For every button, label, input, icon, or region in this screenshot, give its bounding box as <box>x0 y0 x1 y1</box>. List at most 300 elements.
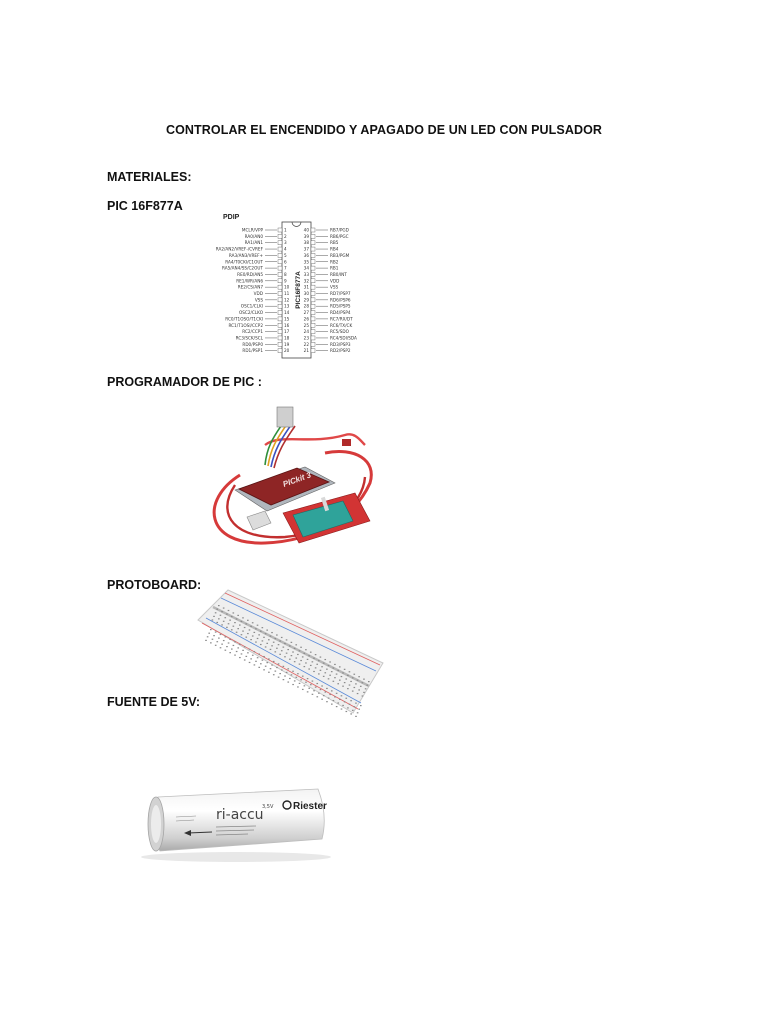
breadboard-body <box>198 590 383 713</box>
pin-number: 28 <box>303 303 309 309</box>
breadboard-hole <box>339 666 341 667</box>
breadboard-hole <box>231 616 233 617</box>
breadboard-hole <box>305 662 307 663</box>
breadboard-hole <box>278 644 280 645</box>
breadboard-hole <box>299 664 301 665</box>
pin-name: RA2/AN2/VREF-/CVREF <box>216 246 263 252</box>
pin-pad <box>278 304 282 308</box>
pin-name: RC4/SDI/SDA <box>330 335 357 341</box>
pin-pad <box>311 272 315 276</box>
breadboard-hole <box>283 679 285 680</box>
breadboard-hole <box>215 612 217 613</box>
breadboard-hole <box>329 694 331 695</box>
breadboard-hole <box>318 693 320 694</box>
breadboard-hole <box>233 626 235 627</box>
pin-pad <box>278 317 282 321</box>
breadboard-hole <box>281 650 283 651</box>
pickit-label: PICkit 3 <box>281 470 313 489</box>
pic-programmer-image <box>205 405 385 555</box>
pin-number: 23 <box>303 335 309 341</box>
breadboard-hole <box>324 659 326 660</box>
pin-number: 21 <box>303 348 309 354</box>
pin-name: RE2/CS/AN7 <box>237 284 263 290</box>
breadboard-hole <box>216 609 218 610</box>
breadboard-hole <box>224 617 226 618</box>
pin-number: 40 <box>303 227 309 233</box>
pin-pad <box>278 247 282 251</box>
breadboard-hole <box>223 640 225 641</box>
breadboard-hole <box>278 677 280 678</box>
breadboard-hole <box>334 696 336 697</box>
battery-image <box>136 775 336 865</box>
breadboard-hole <box>365 688 367 689</box>
pin-name: RC6/TX/CK <box>330 322 353 328</box>
breadboard-hole <box>254 664 256 665</box>
breadboard-hole <box>218 638 220 639</box>
breadboard-hole <box>275 651 277 652</box>
pin-name: RD4/PSP4 <box>330 310 351 316</box>
breadboard-hole <box>255 661 257 662</box>
breadboard-hole <box>299 683 301 684</box>
pin-number: 5 <box>284 252 287 258</box>
breadboard-hole <box>342 686 344 687</box>
breadboard-hole <box>295 644 297 645</box>
breadboard-hole <box>291 655 293 656</box>
breadboard-hole <box>308 688 310 689</box>
pin-row <box>239 310 290 315</box>
pin-name: RC2/CCP1 <box>242 329 263 335</box>
breadboard-hole <box>337 702 339 703</box>
pin-row <box>304 323 353 328</box>
pin-number: 19 <box>284 341 290 347</box>
breadboard-hole <box>265 646 267 647</box>
breadboard-hole <box>239 624 241 625</box>
breadboard-hole <box>255 641 257 642</box>
breadboard-hole <box>241 653 243 654</box>
breadboard-hole <box>308 655 310 656</box>
breadboard-hole <box>328 697 330 698</box>
breadboard-hole <box>294 661 296 662</box>
breadboard-hole <box>350 713 352 714</box>
breadboard-hole <box>220 615 222 616</box>
pin-row <box>236 335 290 340</box>
breadboard-hole <box>216 622 218 623</box>
breadboard-hole <box>350 700 352 701</box>
breadboard-hole <box>355 703 357 704</box>
pin-number: 29 <box>303 297 309 303</box>
breadboard-hole <box>307 678 309 679</box>
breadboard-hole <box>263 656 265 657</box>
pin-pad <box>278 285 282 289</box>
breadboard-hole <box>315 654 317 655</box>
breadboard-hole <box>295 677 297 678</box>
breadboard-hole <box>274 638 276 639</box>
pin-number: 18 <box>284 335 290 341</box>
breadboard-hole <box>349 684 351 685</box>
pin-row <box>225 316 289 321</box>
pin-name: RA4/T0CKI/C1OUT <box>225 259 263 265</box>
pin-number: 37 <box>303 246 309 252</box>
pin-name: RB3/PGM <box>330 252 350 258</box>
breadboard-hole <box>300 679 302 680</box>
pin-pad <box>278 298 282 302</box>
pin-row <box>225 259 287 264</box>
breadboard-hole <box>307 659 309 660</box>
pin-pad <box>311 342 315 346</box>
pin-number: 20 <box>284 348 290 354</box>
breadboard-hole <box>342 705 344 706</box>
pin-name: VSS <box>330 284 339 290</box>
pin-number: 7 <box>284 265 287 271</box>
breadboard-hole <box>286 639 288 640</box>
breadboard-hole <box>225 650 227 651</box>
breadboard-hole <box>300 660 302 661</box>
battery-brand-text: ri-accu <box>216 807 264 823</box>
breadboard-hole <box>349 704 351 705</box>
breadboard-hole <box>336 673 338 674</box>
breadboard-hole <box>352 677 354 678</box>
pin-number: 17 <box>284 329 290 335</box>
breadboard-hole <box>328 678 330 679</box>
breadboard-hole <box>278 663 280 664</box>
breadboard-hole <box>220 634 222 635</box>
breadboard-hole <box>250 658 252 659</box>
pin-name: RB4 <box>330 246 339 252</box>
breadboard-hole <box>250 626 252 627</box>
breadboard-hole <box>318 660 320 661</box>
breadboard-hole <box>324 672 326 673</box>
breadboard-hole <box>358 676 360 677</box>
breadboard-hole <box>316 696 318 697</box>
breadboard-hole <box>284 675 286 676</box>
pin-name: RB6/PGC <box>330 233 349 239</box>
pin-pad <box>311 228 315 232</box>
breadboard-hole <box>326 688 328 689</box>
breadboard-hole <box>316 683 318 684</box>
pin-number: 25 <box>303 322 309 328</box>
breadboard-hole <box>286 653 288 654</box>
breadboard-hole <box>313 658 315 659</box>
breadboard-hole <box>258 667 260 668</box>
breadboard-hole <box>215 645 217 646</box>
breadboard-hole <box>242 631 244 632</box>
breadboard-hole <box>316 664 318 665</box>
pin-name: VDD <box>253 291 263 296</box>
breadboard-hole <box>244 659 246 660</box>
pin-row <box>216 247 287 252</box>
breadboard-hole <box>339 680 341 681</box>
pin-number: 6 <box>284 259 287 265</box>
breadboard-hole <box>357 680 359 681</box>
pin-name: RC0/T1OSO/T1CKI <box>225 316 263 322</box>
breadboard-hole <box>297 686 299 687</box>
pin-pad <box>278 342 282 346</box>
breadboard-hole <box>331 690 333 691</box>
breadboard-hole <box>257 625 259 626</box>
breadboard-hole <box>294 680 296 681</box>
pin-number: 32 <box>303 278 309 284</box>
breadboard-hole <box>263 669 265 670</box>
pin-row <box>245 234 287 239</box>
breadboard-hole <box>228 610 230 611</box>
breadboard-hole <box>341 695 343 696</box>
breadboard-hole <box>213 635 215 636</box>
breadboard-hole <box>323 676 325 677</box>
breadboard-hole <box>236 632 238 633</box>
pin-row <box>304 285 339 290</box>
breadboard-hole <box>231 629 233 630</box>
breadboard-hole <box>328 665 330 666</box>
breadboard-hole <box>242 650 244 651</box>
breadboard-hole <box>329 675 331 676</box>
breadboard-hole <box>218 605 220 606</box>
heading-protoboard: PROTOBOARD: <box>107 578 202 592</box>
breadboard-hole <box>312 661 314 662</box>
chip-label: PIC16F877A <box>295 271 302 309</box>
breadboard-hole <box>325 691 327 692</box>
pin-name: RD3/PSP3 <box>330 341 351 347</box>
breadboard-hole <box>336 693 338 694</box>
pin-name: RD0/PSP0 <box>242 341 263 347</box>
breadboard-hole <box>289 659 291 660</box>
breadboard-hole <box>302 676 304 677</box>
pin-name: RD1/PSP1 <box>242 348 263 354</box>
breadboard-hole <box>353 674 355 675</box>
breadboard-hole <box>221 624 223 625</box>
pin-number: 8 <box>284 271 287 277</box>
pin-name: RB7/PGD <box>330 227 349 233</box>
breadboard-hole <box>249 649 251 650</box>
breadboard-hole <box>271 645 273 646</box>
pin-pad <box>278 279 282 283</box>
breadboard-hole <box>358 689 360 690</box>
pin-name: OSC1/CLKI <box>240 303 263 309</box>
breadboard-hole <box>336 706 338 707</box>
pdip-label: PDIP <box>223 214 240 221</box>
pin-row <box>304 335 357 340</box>
breadboard-hole <box>229 639 231 640</box>
pin-pad <box>278 336 282 340</box>
breadboard-hole <box>344 682 346 683</box>
breadboard-hole <box>313 690 315 691</box>
pin-number: 10 <box>284 284 290 290</box>
pin-row <box>222 266 287 271</box>
breadboard-hole <box>307 691 309 692</box>
breadboard-hole <box>305 649 307 650</box>
breadboard-hole <box>291 642 293 643</box>
breadboard-hole <box>292 651 294 652</box>
breadboard-hole <box>275 671 277 672</box>
breadboard-hole <box>352 710 354 711</box>
breadboard-hole <box>239 644 241 645</box>
breadboard-hole <box>345 698 347 699</box>
pin-name: RC5/SDO <box>330 329 349 335</box>
breadboard-hole <box>210 629 212 630</box>
breadboard-hole <box>320 689 322 690</box>
pin-pad <box>278 234 282 238</box>
breadboard-hole <box>268 672 270 673</box>
breadboard-hole <box>265 633 267 634</box>
breadboard-hole <box>229 620 231 621</box>
breadboard-hole <box>276 667 278 668</box>
breadboard-hole <box>233 645 235 646</box>
breadboard-hole <box>270 636 272 637</box>
pin-number: 16 <box>284 322 290 328</box>
pin-number: 38 <box>303 240 309 246</box>
breadboard-hole <box>363 679 365 680</box>
breadboard-hole <box>223 621 225 622</box>
pin-number: 12 <box>284 297 290 303</box>
breadboard-hole <box>300 647 302 648</box>
breadboard-hole <box>220 647 222 648</box>
pin-name: RC7/RX/DT <box>330 316 353 322</box>
breadboard-hole <box>337 683 339 684</box>
breadboard-hole <box>341 676 343 677</box>
breadboard-hole <box>313 671 315 672</box>
breadboard-hole <box>210 642 212 643</box>
breadboard-hole <box>333 667 335 668</box>
breadboard-hole <box>368 681 370 682</box>
breadboard-hole <box>284 656 286 657</box>
mini-usb-plug <box>342 439 351 446</box>
pin-row <box>238 285 290 290</box>
breadboard-hole <box>299 650 301 651</box>
pin-name: VDD <box>330 278 340 284</box>
breadboard-hole <box>226 614 228 615</box>
pin-name: RA5/AN4/SS/C2OUT <box>222 265 263 271</box>
pin-header-connector <box>277 407 293 427</box>
breadboard-hole <box>321 666 323 667</box>
breadboard-hole <box>237 628 239 629</box>
breadboard-hole <box>304 666 306 667</box>
pin-pad <box>278 253 282 257</box>
pin-pad <box>311 253 315 257</box>
breadboard-hole <box>334 664 336 665</box>
pin-name: RC3/SCK/SCL <box>235 335 263 341</box>
pin-number: 26 <box>303 316 309 322</box>
breadboard-hole <box>228 623 230 624</box>
pin-pad <box>311 279 315 283</box>
breadboard-hole <box>247 620 249 621</box>
breadboard-hole <box>294 648 296 649</box>
breadboard-hole <box>331 704 333 705</box>
breadboard-hole <box>234 622 236 623</box>
breadboard-hole <box>241 634 243 635</box>
breadboard-hole <box>236 618 238 619</box>
breadboard-hole <box>226 646 228 647</box>
breadboard-hole <box>271 632 273 633</box>
battery-logo-text: Riester <box>293 801 327 812</box>
breadboard-hole <box>287 668 289 669</box>
breadboard-hole <box>344 701 346 702</box>
breadboard-hole <box>276 648 278 649</box>
pin-row <box>304 240 339 245</box>
breadboard-hole <box>257 657 259 658</box>
breadboard-hole <box>315 687 317 688</box>
breadboard-hole <box>292 684 294 685</box>
breadboard-hole <box>292 671 294 672</box>
breadboard-hole <box>323 663 325 664</box>
pin-number: 15 <box>284 316 290 322</box>
breadboard-hole <box>312 694 314 695</box>
pin-pad <box>311 266 315 270</box>
breadboard-hole <box>334 677 336 678</box>
breadboard-hole <box>347 707 349 708</box>
pin-pad <box>278 272 282 276</box>
breadboard-hole <box>213 616 215 617</box>
breadboard-hole <box>268 639 270 640</box>
pin-pad <box>278 323 282 327</box>
breadboard-hole <box>258 634 260 635</box>
breadboard-hole <box>333 700 335 701</box>
breadboard-hole <box>346 711 348 712</box>
pin-name: RB1 <box>330 265 339 271</box>
pin-pad <box>278 292 282 296</box>
pin-pad <box>311 285 315 289</box>
pin-pad <box>311 330 315 334</box>
breadboard-hole <box>241 621 243 622</box>
breadboard-hole <box>223 607 225 608</box>
pin-number: 36 <box>303 252 309 258</box>
pin-pad <box>311 336 315 340</box>
breadboard-hole <box>236 651 238 652</box>
breadboard-hole <box>281 669 283 670</box>
breadboard-hole <box>245 637 247 638</box>
document-title: CONTROLAR EL ENCENDIDO Y APAGADO DE UN LED CON PULSADOR <box>165 123 603 137</box>
pin-number: 27 <box>303 310 309 316</box>
breadboard-hole <box>234 641 236 642</box>
breadboard-hole <box>321 685 323 686</box>
breadboard-hole <box>326 669 328 670</box>
breadboard-hole <box>221 611 223 612</box>
breadboard-hole <box>318 673 320 674</box>
breadboard-hole <box>242 617 244 618</box>
breadboard-hole <box>207 636 209 637</box>
breadboard-hole <box>273 642 275 643</box>
pin-name: RA3/AN3/VREF+ <box>228 252 263 258</box>
pin-number: 13 <box>284 303 290 309</box>
pin-pad <box>311 234 315 238</box>
pin-pad <box>311 304 315 308</box>
breadboard-hole <box>347 688 349 689</box>
breadboard-hole <box>357 712 359 713</box>
breadboard-hole <box>247 633 249 634</box>
pin-row <box>254 291 290 296</box>
breadboard-hole <box>308 668 310 669</box>
breadboard-hole <box>215 631 217 632</box>
breadboard-hole <box>221 644 223 645</box>
pin-number: 35 <box>303 259 309 265</box>
breadboard-hole <box>286 672 288 673</box>
pin-name: OSC2/CLKO <box>238 310 263 316</box>
pin-row <box>229 253 287 258</box>
pin-pad <box>278 311 282 315</box>
pin-name: RD2/PSP2 <box>330 348 351 354</box>
pin-number: 34 <box>303 265 309 271</box>
breadboard-hole <box>344 669 346 670</box>
breadboard-hole <box>357 693 359 694</box>
pin-pad <box>311 292 315 296</box>
pin-number: 31 <box>303 284 309 290</box>
breadboard-hole <box>244 627 246 628</box>
usb-a-plug <box>247 511 271 530</box>
breadboard-hole <box>310 665 312 666</box>
breadboard-hole <box>339 699 341 700</box>
breadboard-hole <box>255 628 257 629</box>
breadboard-hole <box>229 652 231 653</box>
breadboard-hole <box>254 651 256 652</box>
breadboard-hole <box>212 639 214 640</box>
